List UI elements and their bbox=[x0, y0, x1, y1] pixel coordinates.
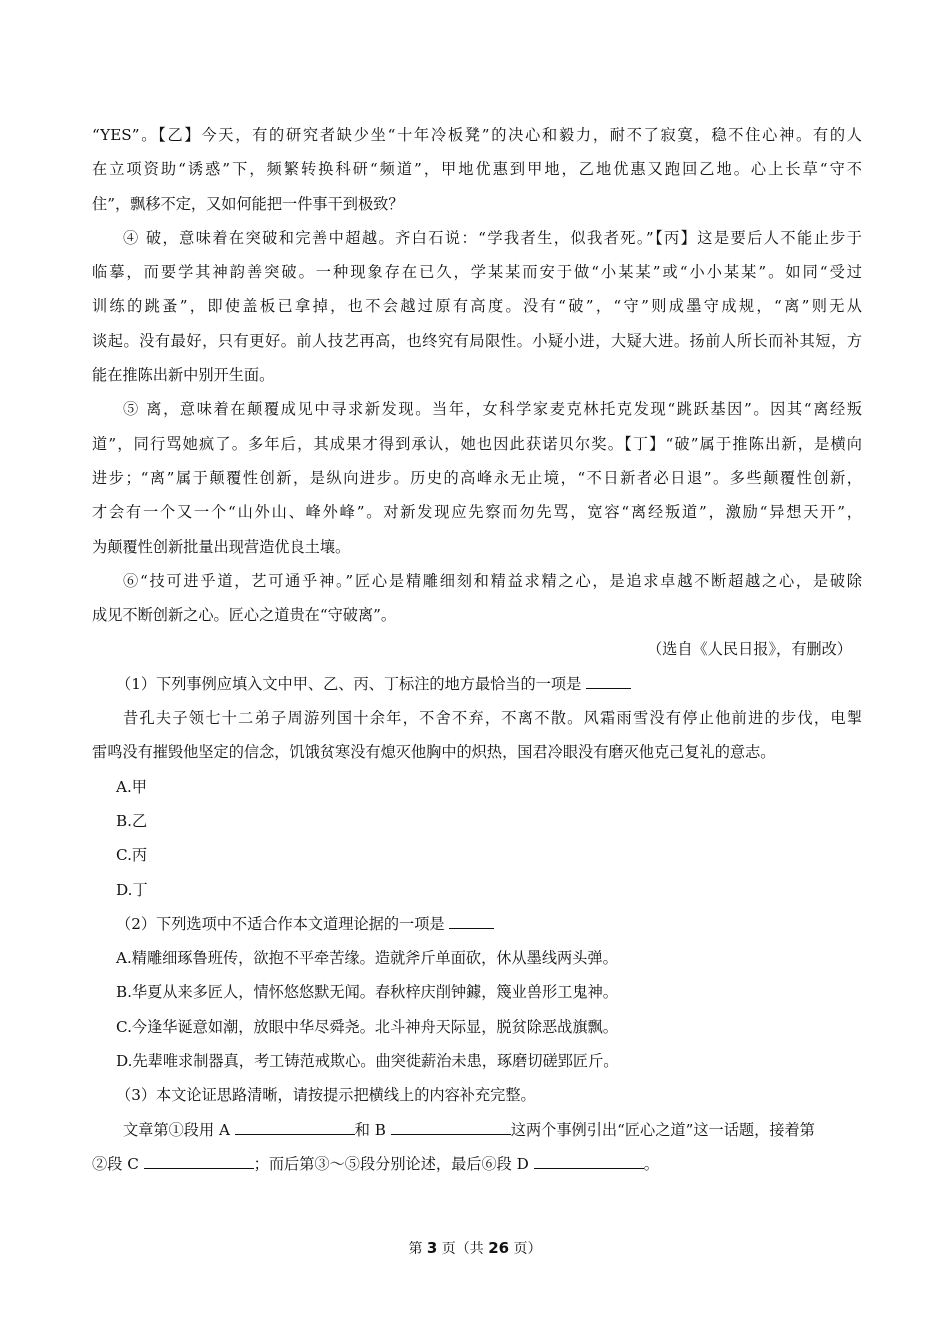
question-3-text: 和 B bbox=[354, 1120, 391, 1139]
question-2-option-c[interactable]: C.今逢华诞意如潮，放眼中华尽舜尧。北斗神舟天际显，脱贫除恶战旗飘。 bbox=[116, 1017, 618, 1036]
answer-blank-a[interactable] bbox=[235, 1118, 355, 1135]
footer-text: 页） bbox=[509, 1241, 542, 1257]
question-3-text: 这两个事例引出“匠心之道”这一话题，接着第 bbox=[510, 1120, 815, 1139]
question-2-stem bbox=[92, 907, 862, 941]
source-citation: （选自《人民日报》，有删改） bbox=[646, 640, 852, 659]
document-page bbox=[92, 118, 862, 1181]
answer-blank-b[interactable] bbox=[391, 1118, 511, 1135]
paragraph-4-line: 谈起。没有最好，只有更好。前人技艺再高，也终究有局限性。小疑小进，大疑大进。扬前人所长而补其短，方 bbox=[92, 331, 862, 350]
question-1-option-d[interactable]: D.丁 bbox=[116, 880, 148, 899]
question-2-option-a[interactable]: A.精雕细琢鲁班传，欲抱不平牵苦缘。造就斧斤单面砍，休从墨线两头弹。 bbox=[116, 949, 618, 968]
question-3-stem: （3）本文论证思路清晰，请按提示把横线上的内容补充完整。 bbox=[116, 1086, 536, 1105]
page-footer bbox=[0, 1238, 950, 1258]
paragraph-4-line: ④ 破，意味着在突破和完善中超越。齐白石说：“学我者生，似我者死。”【丙】这是要后人不能止步于 bbox=[123, 228, 862, 247]
question-3-line-1 bbox=[92, 1113, 862, 1147]
question-2-option-d[interactable]: D.先辈唯求制器真，考工铸范戒欺心。曲突徙薪治未患，琢磨切磋郢匠斤。 bbox=[116, 1052, 619, 1071]
paragraph-3-line: “YES”。【乙】今天，有的研究者缺少坐“十年冷板凳”的决心和毅力，耐不了寂寞，稳不住心神。有的人 bbox=[92, 126, 862, 144]
paragraph-6-line: ⑥“技可进乎道，艺可通乎神。”匠心是精雕细刻和精益求精之心，是追求卓越不断超越之心，是破除 bbox=[123, 571, 862, 590]
paragraph-5-line: 才会有一个又一个“山外山、峰外峰”。对新发现应先察而勿先骂，宽容“离经叛道”，激励“异想天开”， bbox=[92, 503, 862, 522]
total-pages: 26 bbox=[488, 1239, 510, 1257]
answer-blank-c[interactable] bbox=[144, 1152, 254, 1169]
paragraph-3-line: 住”，飘移不定，又如何能把一件事干到极致？ bbox=[92, 194, 404, 213]
question-2-option-b[interactable]: B.华夏从来多匠人，情怀悠悠默无闻。春秋梓庆削钟鐻，篾业兽形工鬼神。 bbox=[116, 983, 618, 1002]
question-3-text: ②段 C bbox=[92, 1154, 144, 1173]
footer-text: 第 bbox=[408, 1241, 427, 1257]
paragraph-3-line: 在立项资助“诱惑”下，频繁转换科研“频道”，甲地优惠到甲地，乙地优惠又跑回乙地。心上长草“守不 bbox=[92, 160, 862, 179]
question-3-line-2 bbox=[92, 1147, 862, 1181]
paragraph-5-line: 进步；“离”属于颠覆性创新，是纵向进步。历史的高峰永无止境，“不日新者必日退”。多些颠覆性创新， bbox=[92, 468, 862, 487]
paragraph-5-line: 为颠覆性创新批量出现营造优良土壤。 bbox=[92, 537, 351, 556]
answer-blank[interactable] bbox=[586, 672, 631, 689]
paragraph-4-line: 训练的跳蚤”，即使盖板已拿掉，也不会越过原有高度。没有“破”，“守”则成墨守成规，“离”则无从 bbox=[92, 297, 862, 316]
question-3-text: 文章第①段用 A bbox=[123, 1120, 235, 1139]
question-1-example-line: 雷鸣没有摧毁他坚定的信念，饥饿贫寒没有熄灭他胸中的炽热，国君冷眼没有磨灭他克己复礼的意志。 bbox=[92, 743, 776, 762]
paragraph-6-line: 成见不断创新之心。匠心之道贵在“守破离”。 bbox=[92, 606, 397, 625]
question-1-text: （1）下列事例应填入文中甲、乙、丙、丁标注的地方最恰当的一项是 bbox=[116, 674, 582, 693]
answer-blank[interactable] bbox=[449, 912, 494, 929]
paragraph-4-line: 能在推陈出新中别开生面。 bbox=[92, 366, 275, 385]
question-3-text: ；而后第③～⑤段分别论述，最后⑥段 D bbox=[253, 1154, 534, 1173]
paragraph-5-line: 道”，同行骂她疯了。多年后，其成果才得到承认，她也因此获诺贝尔奖。【丁】“破”属于推陈出新，是横向 bbox=[92, 434, 862, 453]
footer-text: 页（共 bbox=[437, 1241, 489, 1257]
question-1-option-c[interactable]: C.丙 bbox=[116, 846, 148, 865]
page-number: 3 bbox=[426, 1239, 438, 1257]
paragraph-5-line: ⑤ 离，意味着在颠覆成见中寻求新发现。当年，女科学家麦克林托克发现“跳跃基因”。因其“离经叛 bbox=[123, 400, 862, 419]
question-2-text: （2）下列选项中不适合作本文道理论据的一项是 bbox=[116, 914, 445, 933]
answer-blank-d[interactable] bbox=[534, 1152, 644, 1169]
paragraph-4-line: 临摹，而要学其神韵善突破。一种现象存在已久，学某某而安于做“小某某”或“小小某某”。如同“受过 bbox=[92, 263, 862, 282]
question-1-option-a[interactable]: A.甲 bbox=[116, 777, 147, 796]
question-1-stem bbox=[92, 667, 862, 701]
question-1-example-line: 昔孔夫子领七十二弟子周游列国十余年，不舍不弃，不离不散。风霜雨雪没有停止他前进的步伐，电掣 bbox=[123, 709, 862, 728]
question-1-option-b[interactable]: B.乙 bbox=[116, 811, 148, 830]
question-3-text: 。 bbox=[643, 1154, 659, 1173]
